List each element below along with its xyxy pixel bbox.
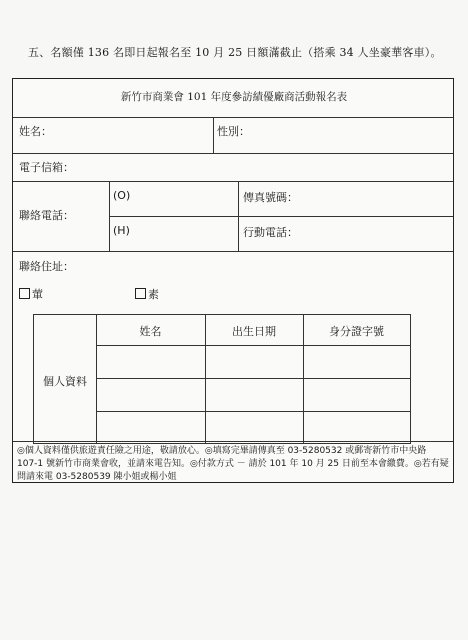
rule-phone-mid (109, 216, 453, 217)
form-title: 新竹市商業會 101 年度參訪績優廠商活動報名表 (120, 91, 348, 103)
rule-name (13, 153, 453, 154)
veg-option-label: 素 (148, 288, 159, 301)
col-name: 姓名 (139, 325, 162, 338)
registration-form (12, 78, 454, 483)
col-id-number: 身分證字號 (329, 325, 384, 338)
mobile-label: 行動電話： (243, 226, 298, 239)
email-label: 電子信箱： (19, 161, 74, 174)
rule-sub-row1 (96, 345, 410, 346)
footer-note: ◎個人資料僅供旅遊責任險之用途，敬請放心。◎填寫完畢請傳真至 03-5280532 或郵寄新竹市中央路 107-1 號新竹市商業會收，並請來電告知。◎付款方式 － 請於 101 年 10 月 25 日前至本會繳費。◎若有疑問請來電 03-5280539 陳小姐或楊小姐 (17, 446, 449, 482)
meat-option-label: 葷 (32, 288, 43, 301)
meat-checkbox[interactable] (19, 288, 30, 299)
quota-note: 五、名額僅 136 名即日起報名至 10 月 25 日額滿截止（搭乘 34 人坐豪華客車）。 (28, 46, 442, 59)
rule-phone-right (238, 181, 239, 251)
rule-footer (13, 441, 453, 442)
personal-info-label: 個人資料 (43, 375, 87, 388)
veg-checkbox[interactable] (135, 288, 146, 299)
col-birthdate: 出生日期 (232, 325, 276, 338)
phone-home: (H) (113, 224, 130, 237)
rule-email (13, 181, 453, 182)
rule-sub-row2 (96, 378, 410, 379)
rule-name-gender (213, 117, 214, 153)
personal-info-table (33, 314, 411, 444)
gender-label: 性別： (217, 125, 250, 138)
phone-office: (O) (113, 189, 131, 202)
address-label: 聯絡住址： (19, 260, 74, 273)
rule-phone (13, 251, 453, 252)
phone-label: 聯絡電話： (19, 209, 74, 222)
rule-title (13, 117, 453, 118)
veg-option[interactable] (135, 286, 159, 302)
rule-sub-row3 (96, 411, 410, 412)
meat-option[interactable] (19, 286, 43, 302)
name-label: 姓名： (19, 125, 52, 138)
fax-label: 傳真號碼： (243, 191, 298, 204)
